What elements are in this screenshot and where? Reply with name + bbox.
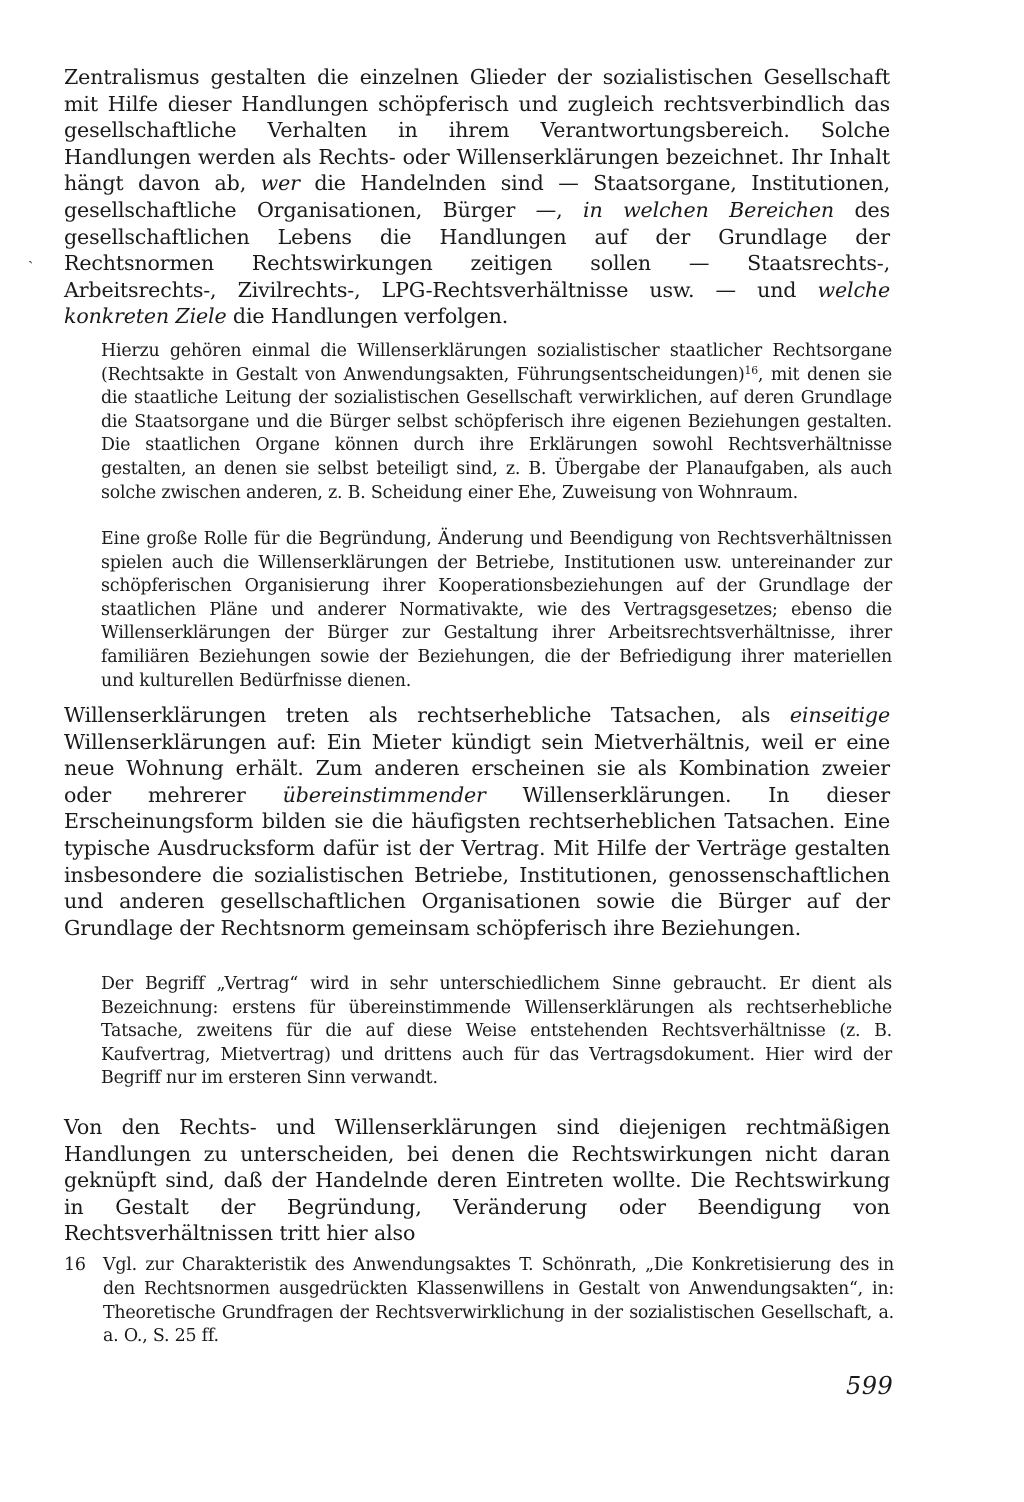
page-number: 599 (846, 1372, 894, 1400)
small-print-paragraph-1: Hierzu gehören einmal die Willenserklärungen sozialistischer staatlicher Rechtsorgane (Rechtsakte in Gestalt von Anwendungsakten, Führungsentscheidungen)$^{16}$, mit denen sie die staatliche Leitung der sozialistischen Gesellschaft verwirklichen, auf deren Grundlage die Staatsorgane und die Bürger selbst schöpferisch ihre eigenen Beziehungen gestalten. Die staatlichen Organe können durch ihre Erklärungen sowohl Rechtsverhältnisse gestalten, an denen sie selbst beteiligt sind, z. B. Übergabe der Planaufgaben, als auch solche zwischen anderen, z. B. Scheidung einer Ehe, Zuweisung von Wohnraum. (101, 341, 892, 503)
body-paragraph-1: Zentralismus gestalten die einzelnen Glieder der sozialistischen Gesellschaft mit Hilfe dieser Handlungen schöpferisch und zugleich rechtsverbindlich das gesellschaftliche Verhalten in ihrem Verantwortungsbereich. Solche Handlungen werden als Rechts- oder Willenserklärungen bezeichnet. Ihr Inhalt hängt davon ab, wer die Handelnden sind — Staatsorgane, Institutionen, gesellschaftliche Organisationen, Bürger —, in welchen Bereichen des gesellschaftlichen Lebens die Handlungen auf der Grundlage der Rechtsnormen Rechtswirkungen zeitigen sollen — Staatsrechts-, Arbeitsrechts-, Zivilrechts-, LPG-Rechtsverhältnisse usw. — und welche konkreten Ziele die Handlungen verfolgen. (64, 65, 891, 329)
footnote-16 (64, 1254, 894, 1349)
small-print-paragraph-2: Eine große Rolle für die Begründung, Änderung und Beendigung von Rechtsverhältnissen spielen auch die Willenserklärungen der Betriebe, Institutionen usw. untereinander zur schöpferischen Organisierung ihrer Kooperationsbeziehungen auf der Grundlage der staatlichen Pläne und anderer Normativakte, wie des Vertragsgesetzes; ebenso die Willenserklärungen der Bürger zur Gestaltung ihrer Arbeitsrechtsverhältnisse, ihrer familiären Beziehungen sowie der Beziehungen, die der Befriedigung ihrer materiellen und kulturellen Bedürfnisse dienen. (101, 529, 892, 691)
small-print-paragraph-3: Der Begriff „Vertrag“ wird in sehr unterschiedlichem Sinne gebraucht. Er dient als Bezeichnung: erstens für übereinstimmende Willenserklärungen als rechtserhebliche Tatsache, zweitens für die auf diese Weise entstehenden Rechtsverhältnisse (z. B. Kaufvertrag, Mietvertrag) und drittens auch für das Vertragsdokument. Hier wird der Begriff nur im ersteren Sinn verwandt. (101, 974, 892, 1089)
margin-pencil-mark: ˏ (28, 245, 34, 264)
body-paragraph-2: Willenserklärungen treten als rechtserhebliche Tatsachen, als einseitige Willenserklärungen auf: Ein Mieter kündigt sein Mietverhältnis, weil er eine neue Wohnung erhält. Zum anderen erscheinen sie als Kombination zweier oder mehrerer übereinstimmender Willenserklärungen. In dieser Erscheinungsform bilden sie die häufigsten rechtserheblichen Tatsachen. Eine typische Ausdrucksform dafür ist der Vertrag. Mit Hilfe der Verträge gestalten insbesondere die sozialistischen Betriebe, Institutionen, genossenschaftlichen und anderen gesellschaftlichen Organisationen sowie die Bürger auf der Grundlage der Rechtsnorm gemeinsam schöpferisch ihre Beziehungen. (64, 703, 890, 940)
footnote-number: 16 (64, 1255, 86, 1275)
body-paragraph-3: Von den Rechts- und Willenserklärungen sind diejenigen rechtmäßigen Handlungen zu unterscheiden, bei denen die Rechtswirkungen nicht daran geknüpft sind, daß der Handelnde deren Eintreten wollte. Die Rechtswirkung in Gestalt der Begründung, Veränderung oder Beendigung von Rechtsverhältnissen tritt hier also (64, 1115, 890, 1246)
footnote-text: Vgl. zur Charakteristik des Anwendungsaktes T. Schönrath, „Die Konkretisierung des in den Rechtsnormen ausgedrückten Klassenwillens in Gestalt von Anwendungsakten“, in: Theoretische Grundfragen der Rechtsverwirklichung in der sozialistischen Gesellschaft, a. a. O., S. 25 ff. (103, 1255, 894, 1347)
footnote-ref-16: 16 (744, 363, 758, 377)
